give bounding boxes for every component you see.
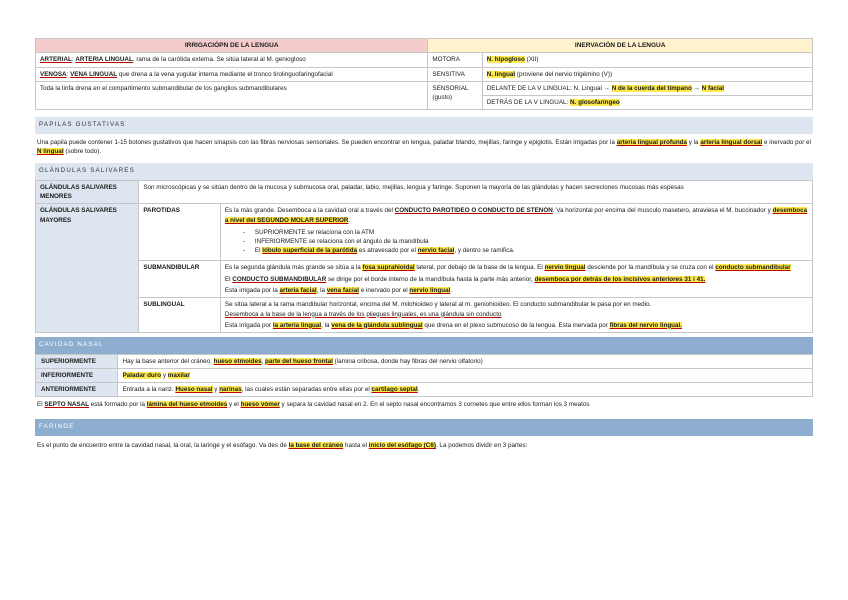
hueso-nasal: Hueso nasal xyxy=(175,386,213,393)
desemboca-molar: desemboca a nivel del SEGUNDO MOLAR SUPERIOR xyxy=(224,207,808,224)
papilas-mid2: e inervado por el xyxy=(762,138,811,146)
faringe-paragraph xyxy=(35,436,813,454)
ant-label xyxy=(36,383,118,397)
s2-mid: se dirige por el borde interno de la mandíbula hasta la parte más anterior, xyxy=(326,276,535,284)
inf-content xyxy=(117,368,812,382)
sublingual-p1 xyxy=(225,300,808,309)
sensorial-label-text: SENSORIAL (gusto) xyxy=(432,84,469,101)
cavidad-heading xyxy=(35,337,813,354)
base-craneo: la base del cráneo xyxy=(288,442,344,450)
nervio-lingual: nervio lingual xyxy=(544,264,586,272)
s1-pre: Es la segunda glándula más grande se sitúa a la xyxy=(224,264,363,272)
p1-pre: Es la más grande. Desemboca a la cavidad oral a través del xyxy=(224,207,395,215)
parotidas-p1 xyxy=(225,206,808,224)
nervio-lingual-2: nervio lingual xyxy=(409,287,451,295)
papilas-paragraph xyxy=(35,134,813,160)
sensitiva-value xyxy=(482,67,812,81)
faringe-heading xyxy=(35,419,813,436)
faringe-mid: hasta el xyxy=(343,442,369,450)
sl2-mid: , la xyxy=(321,321,332,329)
sublingual-label-text: SUBLINGUAL xyxy=(143,301,185,309)
septo-pre: El xyxy=(37,401,45,409)
glandulas-table xyxy=(35,180,813,333)
arteria-lingual-dorsal: arteria lingual dorsal xyxy=(700,138,763,146)
sensitiva-label xyxy=(428,67,482,81)
faringe-heading-text: FARINGE xyxy=(39,423,75,431)
hueso-etmoides: hueso etmoides xyxy=(213,357,262,365)
submandibular-p3 xyxy=(225,286,808,295)
menores-text-span: Son microscópicas y se sitúan dentro de la mucosa y submucosa oral, paladar, labio, mejillas, lengua y faringe. Suponen la mayoría de las glándulas y hacen secreciones mucosas más espesas xyxy=(143,184,684,192)
li3-mid: es atravesado por el xyxy=(357,246,418,254)
sensitiva-label-text: SENSITIVA xyxy=(432,70,465,78)
sl1b-text: Desemboca a la base de la lengua a través de los pliegues linguales, es una glándula sin conducto xyxy=(224,310,502,318)
sublingual-p1b xyxy=(225,310,808,319)
inervacion-header xyxy=(428,39,813,53)
lobulo-parotida: lóbulo superficial de la parótida xyxy=(262,246,358,254)
inervacion-title: INERVACIÓN DE LA LENGUA xyxy=(574,42,666,49)
arrow: → xyxy=(691,84,702,92)
arteria-facial: arteria facial xyxy=(279,287,317,295)
n-lingual: N. lingual xyxy=(486,70,516,78)
inf-label-text: INFERIORMENTE xyxy=(41,371,94,379)
s1-mid2: desciende por la mandíbula y se cruza con el xyxy=(585,264,716,272)
sublingual-content xyxy=(220,298,812,332)
arterial-label: ARTERIAL xyxy=(40,56,72,64)
menores-label xyxy=(36,181,139,204)
irrigacion-venosa xyxy=(36,67,428,81)
lengua-table xyxy=(35,38,813,110)
vena-glandula-sublingual: vena de la glándula sublingual xyxy=(331,321,423,329)
s3-end: . xyxy=(450,287,453,295)
motora-rest: (XII) xyxy=(524,56,539,64)
motora-label xyxy=(428,53,482,67)
papilas-heading xyxy=(35,117,813,134)
sl2-pre: Esta irrigada por xyxy=(224,321,273,329)
glandulas-heading xyxy=(35,163,813,180)
cavidad-table xyxy=(35,354,813,397)
n-lingual-papilas: N lingual xyxy=(37,148,64,156)
sup-end: (lamina cribosa, donde hay fibras del nervio olfatorio) xyxy=(332,357,483,365)
septo-paragraph xyxy=(35,397,813,413)
motora-label-text: MOTORA xyxy=(432,56,460,64)
septo-mid2: y el xyxy=(227,401,241,409)
detras-pre: DETRÁS DE LA V LINGUAL: xyxy=(486,98,571,106)
list-item xyxy=(255,246,808,255)
vena-lingual: VENA LINGUAL xyxy=(70,70,118,78)
sublingual-label xyxy=(139,298,221,332)
linfa-text: Toda la linfa drena en el compartimento submandibular de los ganglios submandibulares xyxy=(40,84,287,92)
ant-content xyxy=(117,383,812,397)
parotidas-list xyxy=(225,228,808,255)
mayores-label-text: GLÁNDULAS SALIVARES MAYORES xyxy=(40,207,117,224)
sensorial-delante xyxy=(482,81,812,95)
irrigacion-arterial xyxy=(36,53,428,67)
arteria-lingual-sub: la arteria lingual xyxy=(272,321,322,329)
s3-mid: , la xyxy=(316,287,327,295)
parotidas-label xyxy=(139,204,221,261)
papilas-text: Una papila puede contener 1-15 botones gustativos que hacen sinapsis con las fibras nerviosas sensoriales. Se pueden encontrar en lengua, paladar blando, mejillas, faringe y epiglotis. Están irrigadas por la xyxy=(37,138,617,146)
arteria-lingual-profunda: arteria lingual profunda xyxy=(616,138,688,146)
n-cuerda-timpano: N de la cuerda del tímpano xyxy=(611,84,692,92)
fosa-suprahioidal: fosa suprahioidal xyxy=(362,264,415,272)
p1-mid: . Va horizontal por encima del musculo masetero, atraviesa el M. buccinador y xyxy=(552,207,773,215)
ant-mid2: , las cuales están separadas entre ellas por el xyxy=(241,386,372,393)
parotidas-content xyxy=(220,204,812,261)
document-page xyxy=(35,38,813,454)
ant-end: . xyxy=(417,386,420,393)
faringe-pre: Es el punto de encuentro entre la cavidad nasal, la oral, la laringe y el esófago. Va des de xyxy=(37,442,289,450)
sup-content xyxy=(117,354,812,368)
paladar-duro: Paladar duro xyxy=(122,371,162,379)
mayores-label xyxy=(36,204,139,332)
n-facial: N facial xyxy=(701,84,725,92)
sup-mid: , xyxy=(261,357,266,365)
sl1-text: Se sitúa lateral a la rama mandibular horizontal, encima del M. milohioideo y lateral al m. geniohioideo. El conducto submandibular le pasa por en medio. xyxy=(224,301,652,309)
parotidas-label-text: PAROTIDAS xyxy=(143,207,180,215)
arteria-lingual: ARTERIA LINGUAL xyxy=(75,56,133,64)
inicio-esofago: inicio del esófago (C6) xyxy=(368,442,436,450)
sensorial-detras xyxy=(482,95,812,109)
papilas-heading-text: PAPILAS GUSTATIVAS xyxy=(39,120,126,128)
sup-label-text: SUPERIORMENTE xyxy=(41,357,96,365)
s2-pre: El xyxy=(224,276,233,284)
motora-value xyxy=(482,53,812,67)
sep2: : xyxy=(66,70,71,78)
nervio-facial: nervio facial xyxy=(417,246,455,254)
n-glosofaringeo: N. glosofaríngeo xyxy=(570,98,620,106)
sensitiva-rest: (proviene del nervio trigémino (V)) xyxy=(515,70,613,78)
ant-mid: y xyxy=(212,386,220,393)
narinas: narinas xyxy=(219,386,242,393)
desemboca-incisivos: desemboca por detrás de los incisivos anteriores 31 i 41. xyxy=(534,276,706,284)
lamina-etmoides: lámina del hueso etmoides xyxy=(146,401,228,409)
conducto-stenon: CONDUCTO PAROTIDEO O CONDUCTO DE STENON xyxy=(394,207,553,215)
delante-pre: DELANTE DE LA V LINGUAL: N. Lingual → xyxy=(486,84,612,92)
n-hipogloso: N. hipogloso xyxy=(486,56,525,64)
sublingual-p2 xyxy=(225,321,808,330)
list-item xyxy=(255,228,808,237)
submandibular-p1 xyxy=(225,263,808,272)
s3-pre: Esta irrigada por la xyxy=(224,287,280,295)
submandibular-p2 xyxy=(225,275,808,284)
sensorial-label xyxy=(428,81,482,109)
hueso-frontal: parte del hueso frontal xyxy=(265,357,333,365)
maxilar: maxilar xyxy=(167,371,190,379)
venosa-label: VENOSA xyxy=(40,70,67,78)
inf-label xyxy=(36,368,118,382)
s3-mid2: e inervado por el xyxy=(359,287,410,295)
submandibular-label xyxy=(139,261,221,298)
conducto-submandibular: conducto submandibular xyxy=(715,264,791,272)
glandulas-heading-text: GLÁNDULAS SALIVARES xyxy=(39,167,135,175)
ant-label-text: ANTERIORMENTE xyxy=(41,386,96,393)
sup-pre: Hay la base anterior del cráneo: xyxy=(122,357,214,365)
list-item xyxy=(255,237,808,246)
li2-text: INFERIORMENTE se relaciona con el ángulo de la mandíbula xyxy=(254,237,429,245)
papilas-mid: y la xyxy=(687,138,701,146)
submandibular-label-text: SUBMANDIBULAR xyxy=(143,264,200,272)
faringe-end: . La podemos dividir en 3 partes: xyxy=(435,442,528,450)
septo-nasal: SEPTO NASAL xyxy=(44,401,90,409)
venosa-text: que drena a la vena yugular interna mediante el tronco tirolinguofaringofacial xyxy=(117,70,333,78)
conducto-submandibular-upper: CONDUCTO SUBMANDIBULAR xyxy=(232,276,327,284)
p1-end: . xyxy=(348,216,351,224)
menores-label-text: GLÁNDULAS SALIVARES MENORES xyxy=(40,184,117,201)
hueso-vomer: hueso vómer xyxy=(240,401,280,409)
cartilago-septal: cartílago septal xyxy=(371,386,418,393)
menores-text xyxy=(139,181,813,204)
ant-pre: Entrada a la nariz. xyxy=(122,386,176,393)
irrigacion-linfa xyxy=(36,81,428,109)
arterial-text: , rama de la carótida externa. Se sitúa lateral al M. geniogloso xyxy=(132,56,306,64)
septo-end: y separa la cavidad nasal en 2. En el septo nasal encontramos 3 cornetes que entre ellos forman los 3 meatos xyxy=(279,401,590,409)
inf-mid: y xyxy=(161,371,168,379)
sl2-mid2: que drena en el plexo submucoso de la lengua. Esta inervada por xyxy=(422,321,610,329)
sep: : xyxy=(71,56,76,64)
vena-facial: vena facial xyxy=(326,287,359,295)
s1-mid: lateral, por debajo de la base de la lengua. El xyxy=(414,264,545,272)
irrigacion-title: IRRIGACIÓPN DE LA LENGUA xyxy=(184,42,279,49)
irrigacion-header xyxy=(36,39,428,53)
submandibular-content xyxy=(220,261,812,298)
li3-end: , y dentro se ramifica. xyxy=(454,246,515,254)
papilas-end: (sobre todo). xyxy=(63,148,102,156)
septo-mid: está formado por la xyxy=(89,401,147,409)
cavidad-heading-text: CAVIDAD NASAL xyxy=(39,340,104,348)
li1-text: SUPRIORMENTE se relaciona con la ATM xyxy=(254,228,375,236)
li3-pre: El xyxy=(254,246,263,254)
fibras-nervio-lingual: fibras del nervio lingual. xyxy=(609,321,683,329)
sup-label xyxy=(36,354,118,368)
